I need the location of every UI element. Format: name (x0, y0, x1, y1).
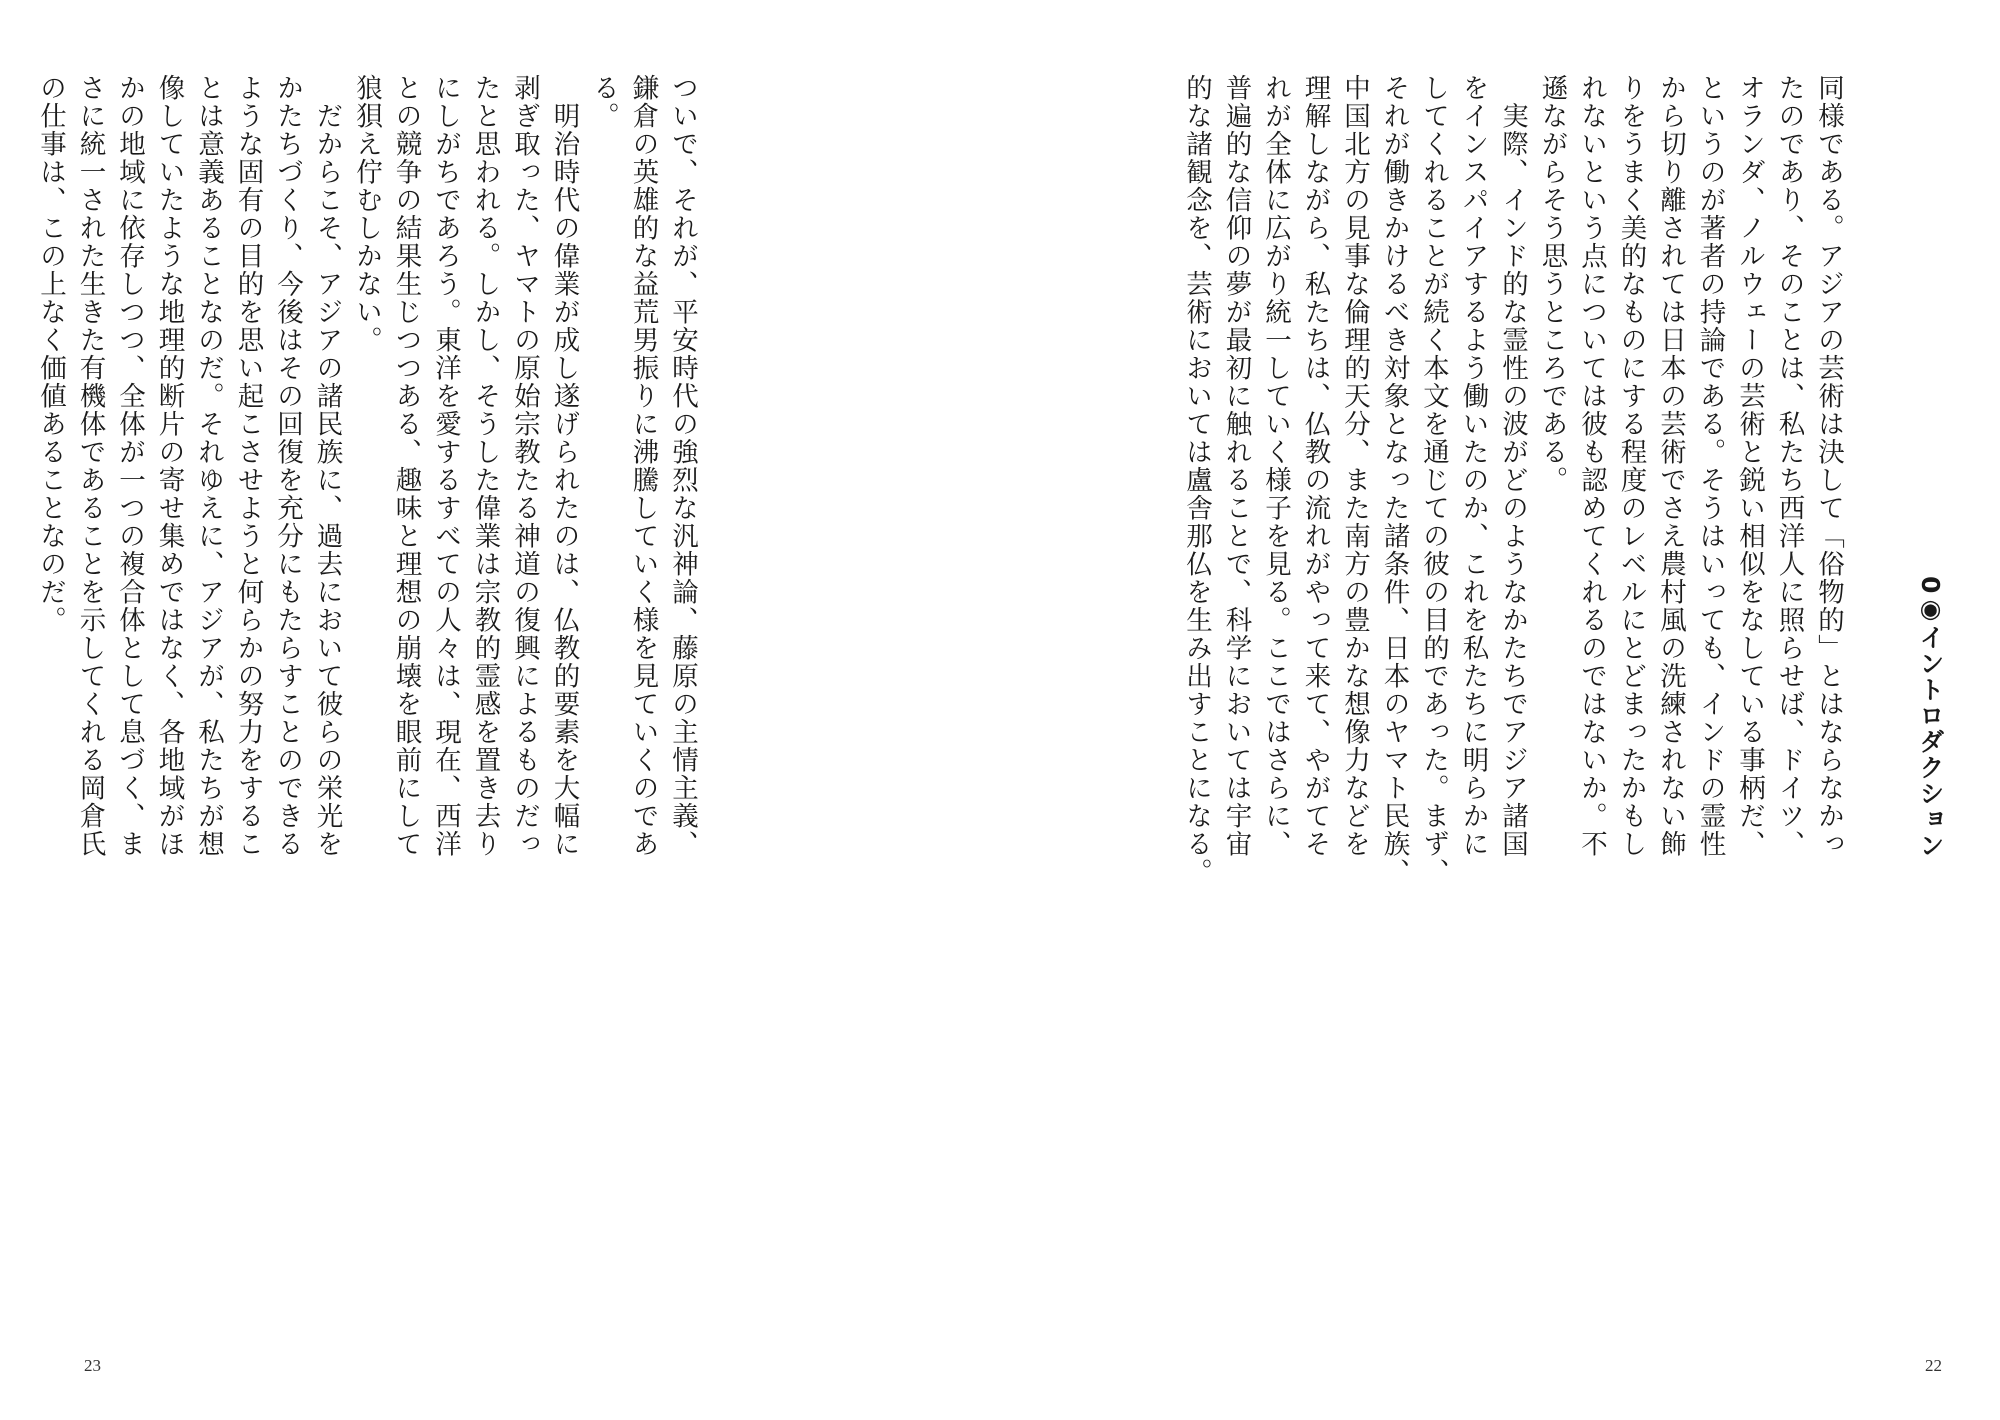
text-line: とは意義あることなのだ。それゆえに、アジアが、私たちが想 (193, 74, 224, 858)
text-line: 狼狽え佇むしかない。 (351, 74, 382, 354)
text-line: れが全体に広がり統一していく様子を見る。ここではさらに、 (1260, 74, 1291, 858)
text-line: 的な諸観念を、芸術においては盧舎那仏を生み出すことになる。 (1181, 74, 1212, 886)
text-line: 遜ながらそう思うところである。 (1536, 74, 1568, 494)
text-line: かの地域に依存しつつ、全体が一つの複合体として息づく、ま (114, 74, 145, 858)
right-page-body-text (1177, 74, 1849, 886)
section-title-label: イントロダクション (1916, 624, 1945, 859)
text-line: ような固有の目的を思い起こさせようと何らかの努力をするこ (232, 74, 264, 858)
text-line: から切り離されては日本の芸術でさえ農村風の洗練されない飾 (1655, 74, 1686, 858)
text-line: かたちづくり、今後はその回復を充分にもたらすことのできる (272, 74, 303, 858)
text-line: 実際、インド的な霊性の波がどのようなかたちでアジア諸国 (1497, 74, 1528, 858)
text-line: れないという点については彼も認めてくれるのではないか。不 (1576, 74, 1607, 858)
text-line: オランダ、ノルウェーの芸術と鋭い相似をなしている事柄だ、 (1734, 74, 1765, 858)
text-line: 同様である。アジアの芸術は決して「俗物的」とはならなかっ (1813, 74, 1844, 858)
text-line: 剥ぎ取った、ヤマトの原始宗教たる神道の復興によるものだっ (509, 74, 540, 858)
text-line: というのが著者の持論である。そうはいっても、インドの霊性 (1694, 74, 1726, 858)
text-line: 中国北方の見事な倫理的天分、また南方の豊かな想像力などを (1339, 74, 1370, 858)
page-number-left: 23 (84, 1356, 101, 1375)
text-line: 像していたような地理的断片の寄せ集めではなく、各地域がほ (153, 74, 185, 858)
right-page (1000, 0, 2000, 1420)
text-line: 理解しながら、私たちは、仏教の流れがやって来て、やがてそ (1299, 74, 1331, 858)
text-line: それが働きかけるべき対象となった諸条件、日本のヤマト民族、 (1378, 74, 1410, 886)
text-line: る。 (588, 74, 619, 130)
text-line: との競争の結果生じつつある、趣味と理想の崩壊を眼前にして (390, 74, 422, 858)
section-title (1912, 576, 1948, 858)
text-line: だからこそ、アジアの諸民族に、過去において彼らの栄光を (311, 74, 343, 858)
text-line: りをうまく美的なものにする程度のレベルにとどまったかもし (1615, 74, 1647, 858)
text-line: 普遍的な信仰の夢が最初に触れることで、科学においては宇宙 (1220, 74, 1252, 858)
text-line: してくれることが続く本文を通じての彼の目的であった。まず、 (1418, 74, 1449, 886)
text-line: さに統一された生きた有機体であることを示してくれる岡倉氏 (74, 74, 106, 858)
page-number-right: 22 (1925, 1356, 1942, 1375)
text-line: の仕事は、この上なく価値あることなのだ。 (35, 74, 66, 634)
left-page-body-text (31, 74, 703, 858)
text-line: たのであり、そのことは、私たち西洋人に照らせば、ドイツ、 (1773, 74, 1805, 858)
text-line: にしがちであろう。東洋を愛するすべての人々は、現在、西洋 (430, 74, 461, 858)
text-line: 鎌倉の英雄的な益荒男振りに沸騰していく様を見ていくのであ (627, 74, 659, 858)
text-line: 明治時代の偉業が成し遂げられたのは、仏教的要素を大幅に (548, 74, 580, 858)
text-line: ついで、それが、平安時代の強烈な汎神論、藤原の主情主義、 (667, 74, 698, 858)
bullet-icon: ◉ (1916, 594, 1945, 625)
text-line: たと思われる。しかし、そうした偉業は宗教的霊感を置き去り (469, 74, 501, 858)
text-line: をインスパイアするよう働いたのか、これを私たちに明らかに (1457, 74, 1489, 858)
section-number: 0 (1916, 576, 1945, 595)
